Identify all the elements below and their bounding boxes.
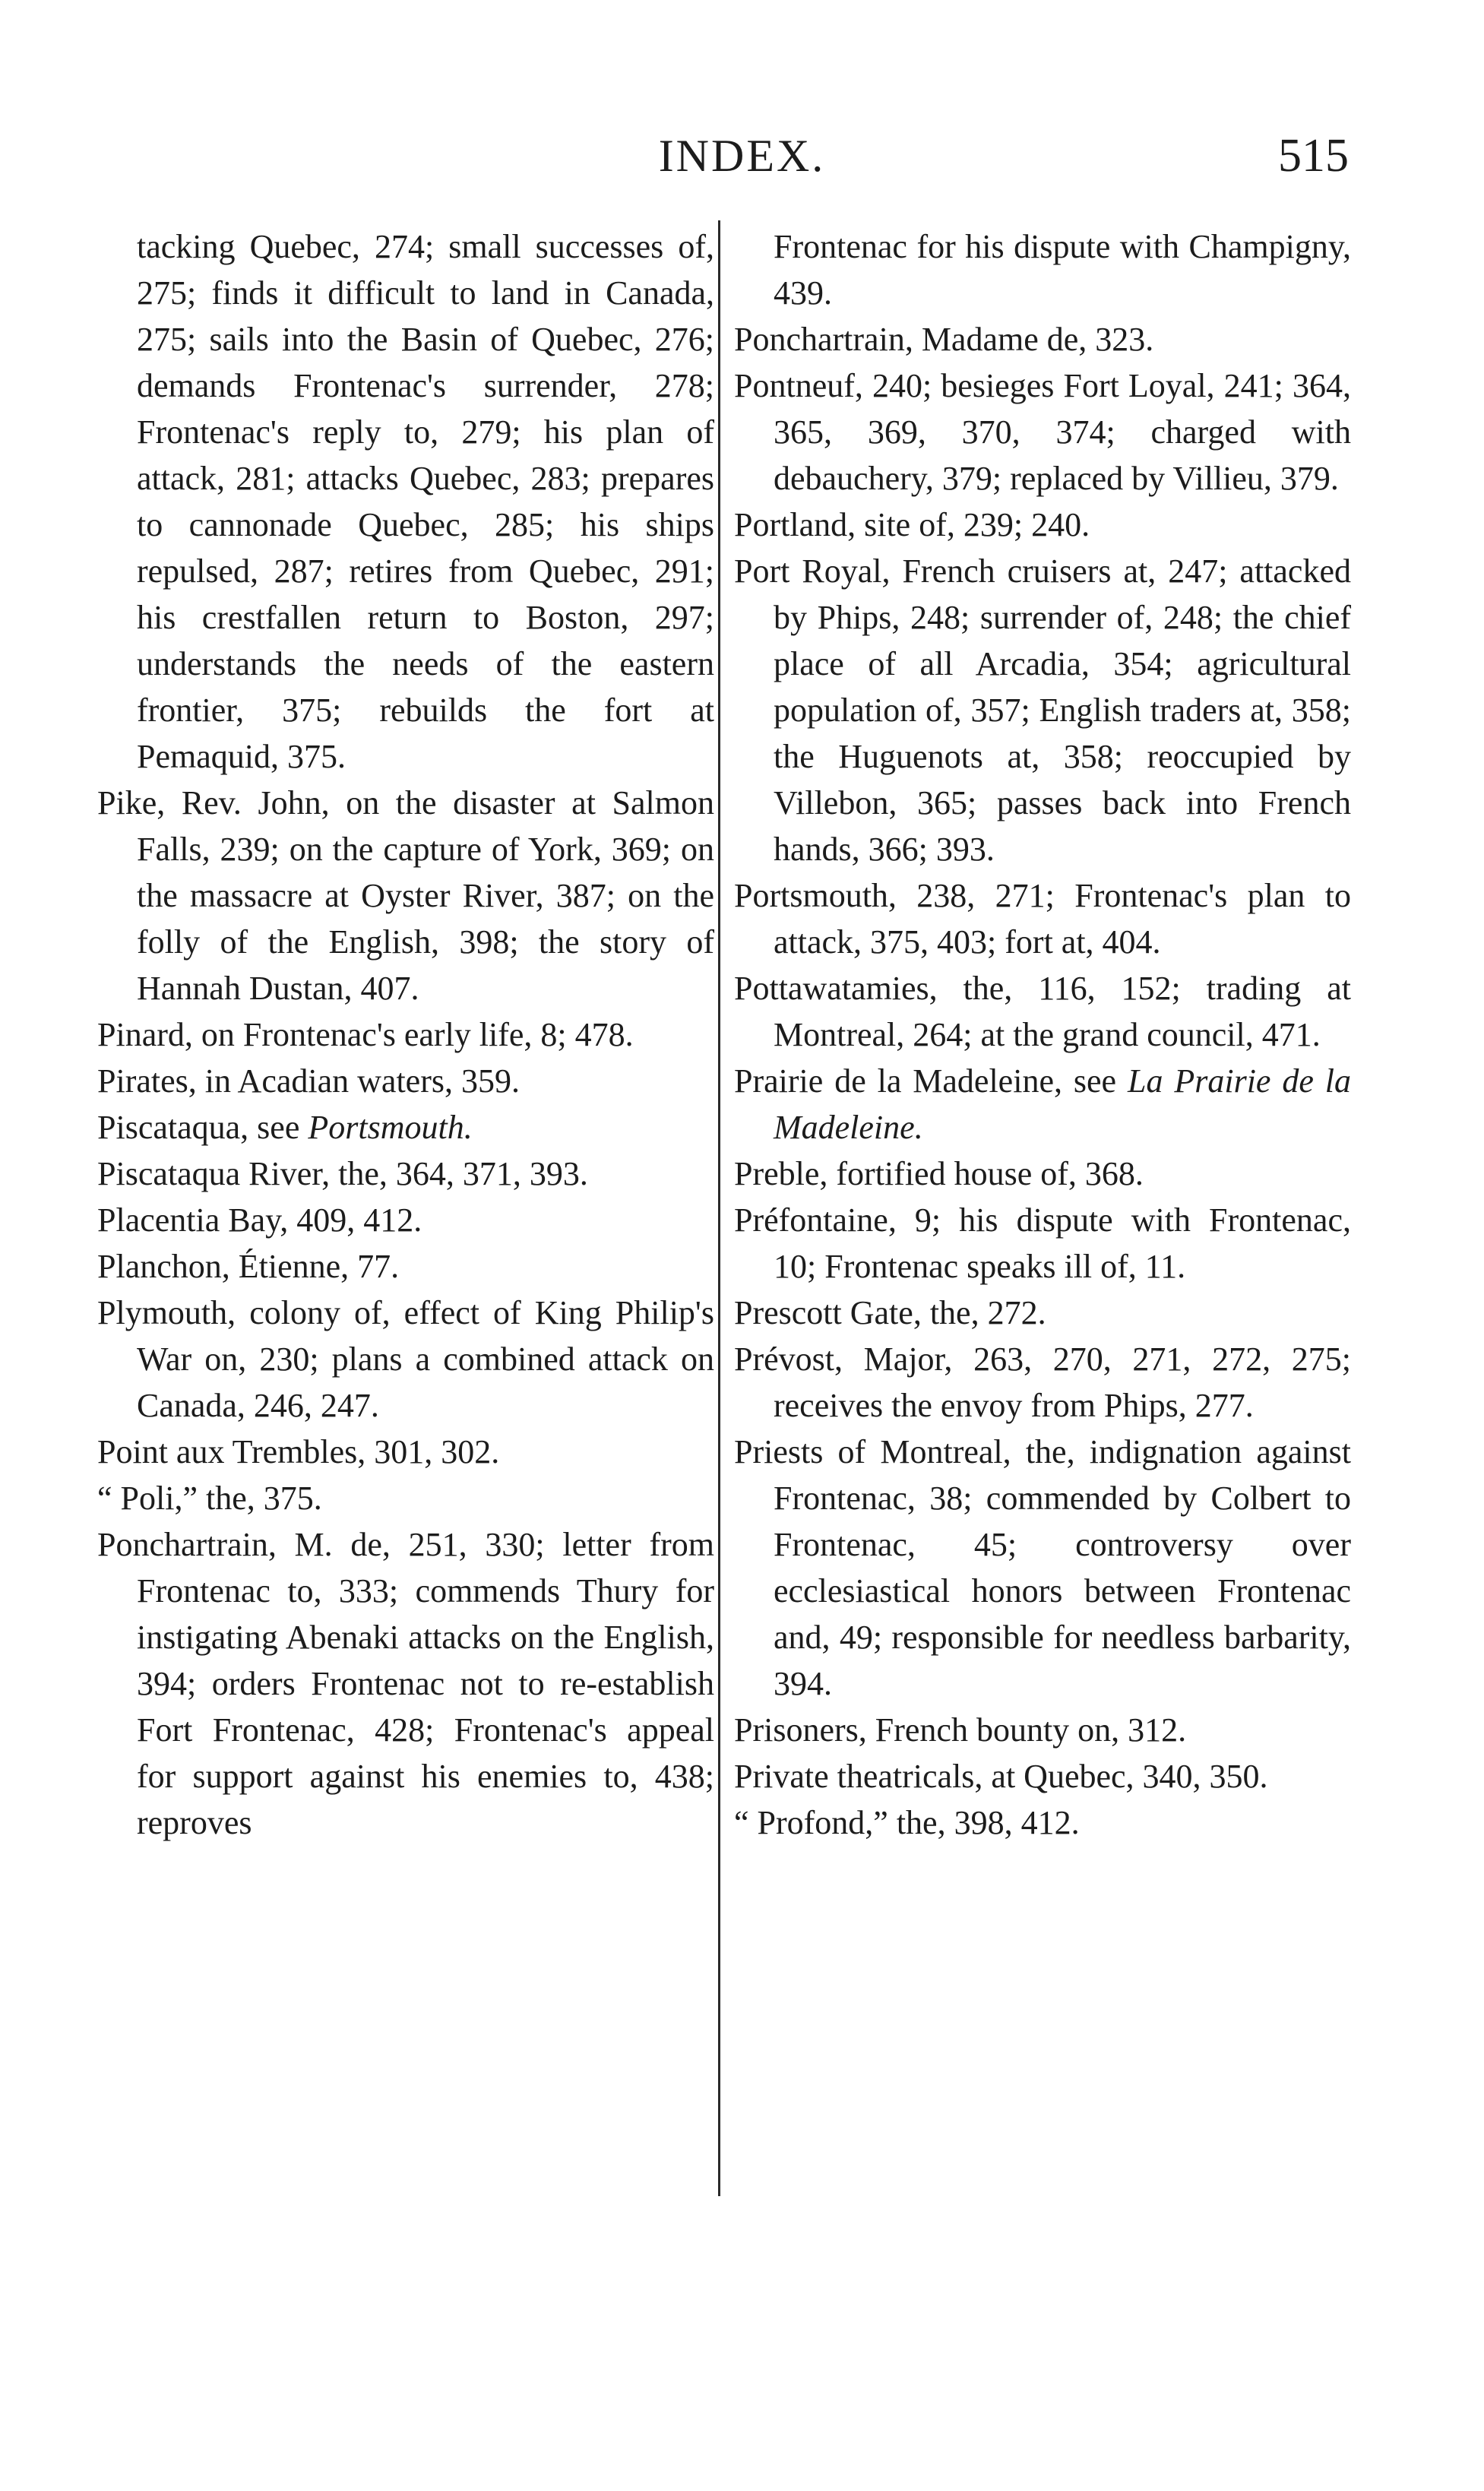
index-entry bbox=[97, 1197, 714, 1243]
index-entry-text: Préfontaine, 9; his dispute with Frontenac, 10; Frontenac speaks ill of, 11. bbox=[734, 1201, 1351, 1285]
index-entry-text: Pike, Rev. John, on the disaster at Salmon Falls, 239; on the capture of York, 369; on the massacre at Oyster River, 387; on the folly of the English, 398; the story of Hannah Dustan, 407. bbox=[97, 784, 714, 1007]
index-entry-text: Point aux Trembles, 301, 302. bbox=[97, 1433, 500, 1470]
index-entry-text: Prisoners, French bounty on, 312. bbox=[734, 1711, 1187, 1749]
index-entry bbox=[734, 362, 1351, 502]
index-entry bbox=[734, 1336, 1351, 1429]
index-entry-text: Ponchartrain, Madame de, 323. bbox=[734, 321, 1154, 358]
page-title: INDEX. bbox=[658, 131, 826, 181]
column-divider bbox=[718, 220, 720, 2196]
index-entry-text: Plymouth, colony of, effect of King Philip's War on, 230; plans a combined attack on Canada, 246, 247. bbox=[97, 1294, 714, 1424]
index-entry bbox=[734, 223, 1351, 316]
index-entry-text: “ Poli,” the, 375. bbox=[97, 1480, 322, 1517]
index-entry-text: Prescott Gate, the, 272. bbox=[734, 1294, 1046, 1331]
index-entry-text: Prairie de la Madeleine, see bbox=[734, 1062, 1128, 1100]
page-header bbox=[0, 122, 1484, 190]
index-entry-text: Pontneuf, 240; besieges Fort Loyal, 241; 364, 365, 369, 370, 374; charged with debauchery, 379; replaced by Villieu, 379. bbox=[734, 367, 1351, 497]
index-entry-text: Prévost, Major, 263, 270, 271, 272, 275; receives the envoy from Phips, 277. bbox=[734, 1340, 1351, 1424]
index-entry-text: “ Profond,” the, 398, 412. bbox=[734, 1804, 1080, 1841]
index-entry-text: Preble, fortified house of, 368. bbox=[734, 1155, 1144, 1192]
index-entry bbox=[97, 1521, 714, 1846]
index-entry bbox=[97, 1151, 714, 1197]
index-entry bbox=[734, 1799, 1351, 1846]
index-entry bbox=[734, 1429, 1351, 1707]
index-entry bbox=[734, 1058, 1351, 1151]
index-entry-text: Private theatricals, at Quebec, 340, 350. bbox=[734, 1758, 1268, 1795]
index-entry bbox=[97, 780, 714, 1011]
index-entry-text: Piscataqua, see bbox=[97, 1109, 309, 1146]
index-entry-text: Pirates, in Acadian waters, 359. bbox=[97, 1062, 520, 1100]
index-entry bbox=[97, 1058, 714, 1104]
index-entry bbox=[734, 1290, 1351, 1336]
index-entry-text: Portsmouth, 238, 271; Frontenac's plan to attack, 375, 403; fort at, 404. bbox=[734, 877, 1351, 961]
index-entry-text: Planchon, Étienne, 77. bbox=[97, 1248, 400, 1285]
left-column bbox=[97, 223, 714, 1846]
index-entry bbox=[734, 1151, 1351, 1197]
index-entry-text: Pottawatamies, the, 116, 152; trading at Montreal, 264; at the grand council, 471. bbox=[734, 970, 1351, 1053]
index-entry bbox=[97, 1290, 714, 1429]
index-entry bbox=[734, 316, 1351, 362]
index-entry-text: Port Royal, French cruisers at, 247; attacked by Phips, 248; surrender of, 248; the chief place of all Arcadia, 354; agricultural population of, 357; English traders at, 358; the Huguenots at, 358; reoccupied by Villebon, 365; passes back into French hands, 366; 393. bbox=[734, 552, 1351, 868]
index-entry bbox=[97, 223, 714, 780]
index-entry-text: Piscataqua River, the, 364, 371, 393. bbox=[97, 1155, 588, 1192]
index-entry bbox=[734, 548, 1351, 872]
index-entry-text: Portland, site of, 239; 240. bbox=[734, 506, 1090, 543]
index-entry bbox=[734, 965, 1351, 1058]
index-entry bbox=[734, 502, 1351, 548]
index-entry bbox=[97, 1243, 714, 1290]
index-entry bbox=[97, 1475, 714, 1521]
index-entry-reference: Portsmouth. bbox=[308, 1109, 473, 1146]
index-entry bbox=[734, 872, 1351, 965]
index-entry-text: Frontenac for his dispute with Champigny, 439. bbox=[774, 228, 1351, 312]
index-entry-reference: La Prairie de la Madeleine. bbox=[774, 1062, 1352, 1146]
index-entry-text: Placentia Bay, 409, 412. bbox=[97, 1201, 422, 1239]
index-entry-text: Ponchartrain, M. de, 251, 330; letter from Frontenac to, 333; commends Thury for instigating Abenaki attacks on the English, 394; orders Frontenac not to re-establish Fort Frontenac, 428; Frontenac's appeal for support against his enemies to, 438; reproves bbox=[97, 1526, 714, 1841]
index-entry bbox=[97, 1429, 714, 1475]
index-entry bbox=[97, 1011, 714, 1058]
index-entry bbox=[97, 1104, 714, 1151]
index-entry bbox=[734, 1753, 1351, 1799]
index-entry-text: Priests of Montreal, the, indignation against Frontenac, 38; commended by Colbert to Frontenac, 45; controversy over ecclesiastical honors between Frontenac and, 49; responsible for needless barbarity, 394. bbox=[734, 1433, 1351, 1702]
index-entry bbox=[734, 1197, 1351, 1290]
index-entry-text: tacking Quebec, 274; small successes of, 275; finds it difficult to land in Canada, 275; sails into the Basin of Quebec, 276; demands Frontenac's surrender, 278; Frontenac's reply to, 279; his plan of attack, 281; attacks Quebec, 283; prepares to cannonade Quebec, 285; his ships repulsed, 287; retires from Quebec, 291; his crestfallen return to Boston, 297; understands the needs of the eastern frontier, 375; rebuilds the fort at Pemaquid, 375. bbox=[137, 228, 714, 775]
index-entry bbox=[734, 1707, 1351, 1753]
index-entry-text: Pinard, on Frontenac's early life, 8; 478. bbox=[97, 1016, 634, 1053]
right-column bbox=[734, 223, 1351, 1846]
page-number: 515 bbox=[1278, 130, 1349, 182]
